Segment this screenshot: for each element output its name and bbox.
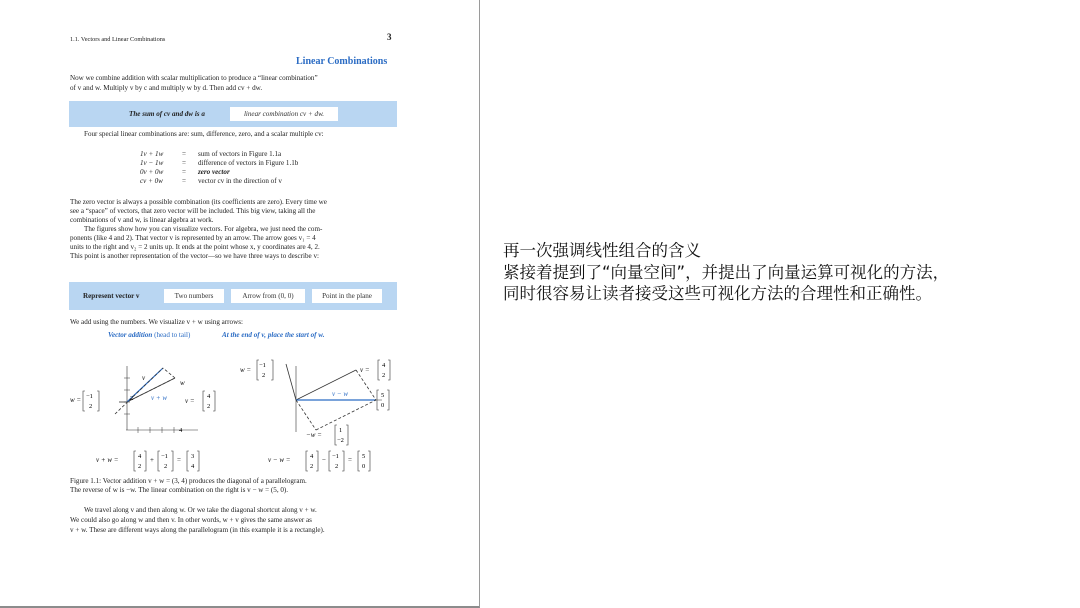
figure-caption-line: Figure 1.1: Vector addition v + w = (3, 4) produces the diagonal of a parallelogram. (70, 477, 307, 485)
right-negw-label: −w = (306, 431, 322, 439)
represent-vector-box (69, 282, 397, 310)
right-negw-top: 1 (339, 427, 343, 434)
combo-rhs: zero vector (198, 168, 230, 176)
combo-rhs: vector cv in the direction of v (198, 177, 282, 185)
right-c-bot: 0 (362, 463, 366, 470)
left-w-from-v (163, 368, 175, 378)
left-w-vec-bot: 2 (89, 403, 93, 410)
left-figure (70, 366, 215, 471)
right-negw (296, 400, 316, 430)
page-number: 3 (387, 32, 392, 42)
intro-line: Now we combine addition with scalar multiplication to produce a “linear combination” (70, 74, 318, 82)
definition-lead: The sum of cv and dw is a (129, 110, 205, 118)
right-r-bot: 0 (381, 402, 385, 409)
combo-rhs: difference of vectors in Figure 1.1b (198, 159, 299, 167)
right-w-label: w = (240, 366, 252, 374)
right-v-vec-bot: 2 (382, 372, 386, 379)
left-a-bot: 2 (138, 463, 142, 470)
combo-eq: = (182, 168, 187, 176)
paragraph-line: The figures show how you can visualize vectors. For algebra, we just need the com- (84, 225, 323, 233)
right-v-vec-top: 4 (382, 362, 386, 369)
figure-caption-line: The reverse of w is −w. The linear combination on the right is v − w = (5, 0). (70, 486, 289, 494)
right-negw-from-v (356, 370, 376, 400)
note-line-1: 再一次强调线性组合的含义 (503, 241, 701, 260)
note-line-2: 紧接着提到了“向量空间”，并提出了向量运算可视化的方法， (503, 262, 950, 282)
paragraph-line: We could also go along w and then v. In other words, w + v gives the same answer as (70, 516, 312, 524)
right-w-vec-bot: 2 (262, 372, 266, 379)
paragraph-line: The zero vector is always a possible combination (its coefficients are zero). Every time we (70, 198, 327, 206)
left-tick-2: 2 (130, 395, 134, 402)
right-a-bot: 2 (310, 463, 314, 470)
right-a-top: 4 (310, 453, 314, 460)
caption-right: At the end of v, place the start of w. (222, 331, 325, 339)
paragraph-line: ponents (like 4 and 2). That vector v is represented by an arrow. The arrow goes v₁ = 4 (70, 234, 316, 242)
caption-left-bold: Vector addition (108, 331, 153, 339)
left-w-vec-top: −1 (86, 393, 93, 400)
paragraph-line: We travel along v and then along w. Or we take the diagonal shortcut along v + w. (84, 506, 317, 514)
vector-figure (60, 352, 420, 474)
document-page (0, 0, 480, 608)
right-minus: − (322, 456, 326, 464)
left-v-vec-bot: 2 (207, 403, 211, 410)
left-sum-label: v + w (151, 394, 167, 402)
combo-lhs: cv + 0w (140, 177, 163, 185)
combo-lhs: 0v + 0w (140, 168, 164, 176)
represent-option: Two numbers (164, 289, 224, 303)
right-v-label: v = (360, 366, 370, 374)
running-head: 1.1. Vectors and Linear Combinations (70, 36, 166, 43)
left-b-top: −1 (161, 453, 168, 460)
right-w-vec-top: −1 (259, 362, 266, 369)
represent-lead: Represent vector v (83, 292, 140, 300)
paragraph-line: v + w. These are different ways along the parallelogram (in this example it is a rectangle). (70, 526, 325, 534)
right-w-arrow (286, 364, 296, 400)
right-negw-bot: −2 (337, 437, 344, 444)
section-title: Linear Combinations (296, 56, 388, 67)
paragraph-line: combinations of v and w, is linear algebra at work. (70, 216, 214, 224)
left-w-label: w = (70, 396, 82, 404)
right-v-from-negw (316, 400, 376, 430)
combo-lhs: 1v + 1w (140, 150, 164, 158)
right-diff-label: v − w (332, 390, 348, 398)
left-eq: = (177, 456, 181, 464)
right-r-top: 5 (381, 392, 385, 399)
left-c-top: 3 (191, 453, 195, 460)
add-line: We add using the numbers. We visualize v + w using arrows: (70, 318, 243, 326)
left-c-bot: 4 (191, 463, 195, 470)
left-a-top: 4 (138, 453, 142, 460)
right-b-bot: 2 (335, 463, 339, 470)
left-tick-4: 4 (179, 427, 183, 434)
left-plus: + (150, 456, 154, 464)
left-v-label: v = (185, 397, 195, 405)
caption-left-rest: (head to tail) (152, 331, 191, 339)
combo-rhs: sum of vectors in Figure 1.1a (198, 150, 282, 158)
combo-eq: = (182, 177, 187, 185)
combo-eq: = (182, 150, 187, 158)
right-b-top: −1 (332, 453, 339, 460)
right-eq-lhs: v − w = (268, 456, 291, 464)
right-c-top: 5 (362, 453, 366, 460)
four-special-line: Four special linear combinations are: sum, difference, zero, and a scalar multiple cv: (84, 130, 324, 138)
paragraph-line: units to the right and v₂ = 2 units up. It ends at the point whose x, y coordinates are 4, 2. (70, 243, 320, 251)
left-lab-v: v (142, 374, 146, 382)
definition-box (69, 101, 397, 127)
left-lab-w: w (180, 379, 185, 387)
intro-line: of v and w. Multiply v by c and multiply w by d. Then add cv + dw. (70, 84, 263, 92)
definition-highlight: linear combination cv + dw. (230, 107, 338, 121)
annotation-notes (503, 240, 1063, 305)
right-eq: = (348, 456, 352, 464)
right-figure (240, 360, 390, 471)
represent-option: Arrow from (0, 0) (231, 289, 305, 303)
left-v-vec-top: 4 (207, 393, 211, 400)
left-b-bot: 2 (164, 463, 168, 470)
paragraph-line: This point is another representation of the vector—so we have three ways to describe v: (70, 252, 319, 260)
represent-option: Point in the plane (312, 289, 382, 303)
combo-lhs: 1v − 1w (140, 159, 164, 167)
caption-left (108, 331, 190, 340)
note-line-3: 同时很容易让读者接受这些可视化方法的合理性和正确性。 (503, 284, 932, 303)
combo-eq: = (182, 159, 187, 167)
left-eq-lhs: v + w = (96, 456, 119, 464)
paragraph-line: see a “space” of vectors, that zero vector will be included. This big view, taking all the (70, 207, 316, 215)
